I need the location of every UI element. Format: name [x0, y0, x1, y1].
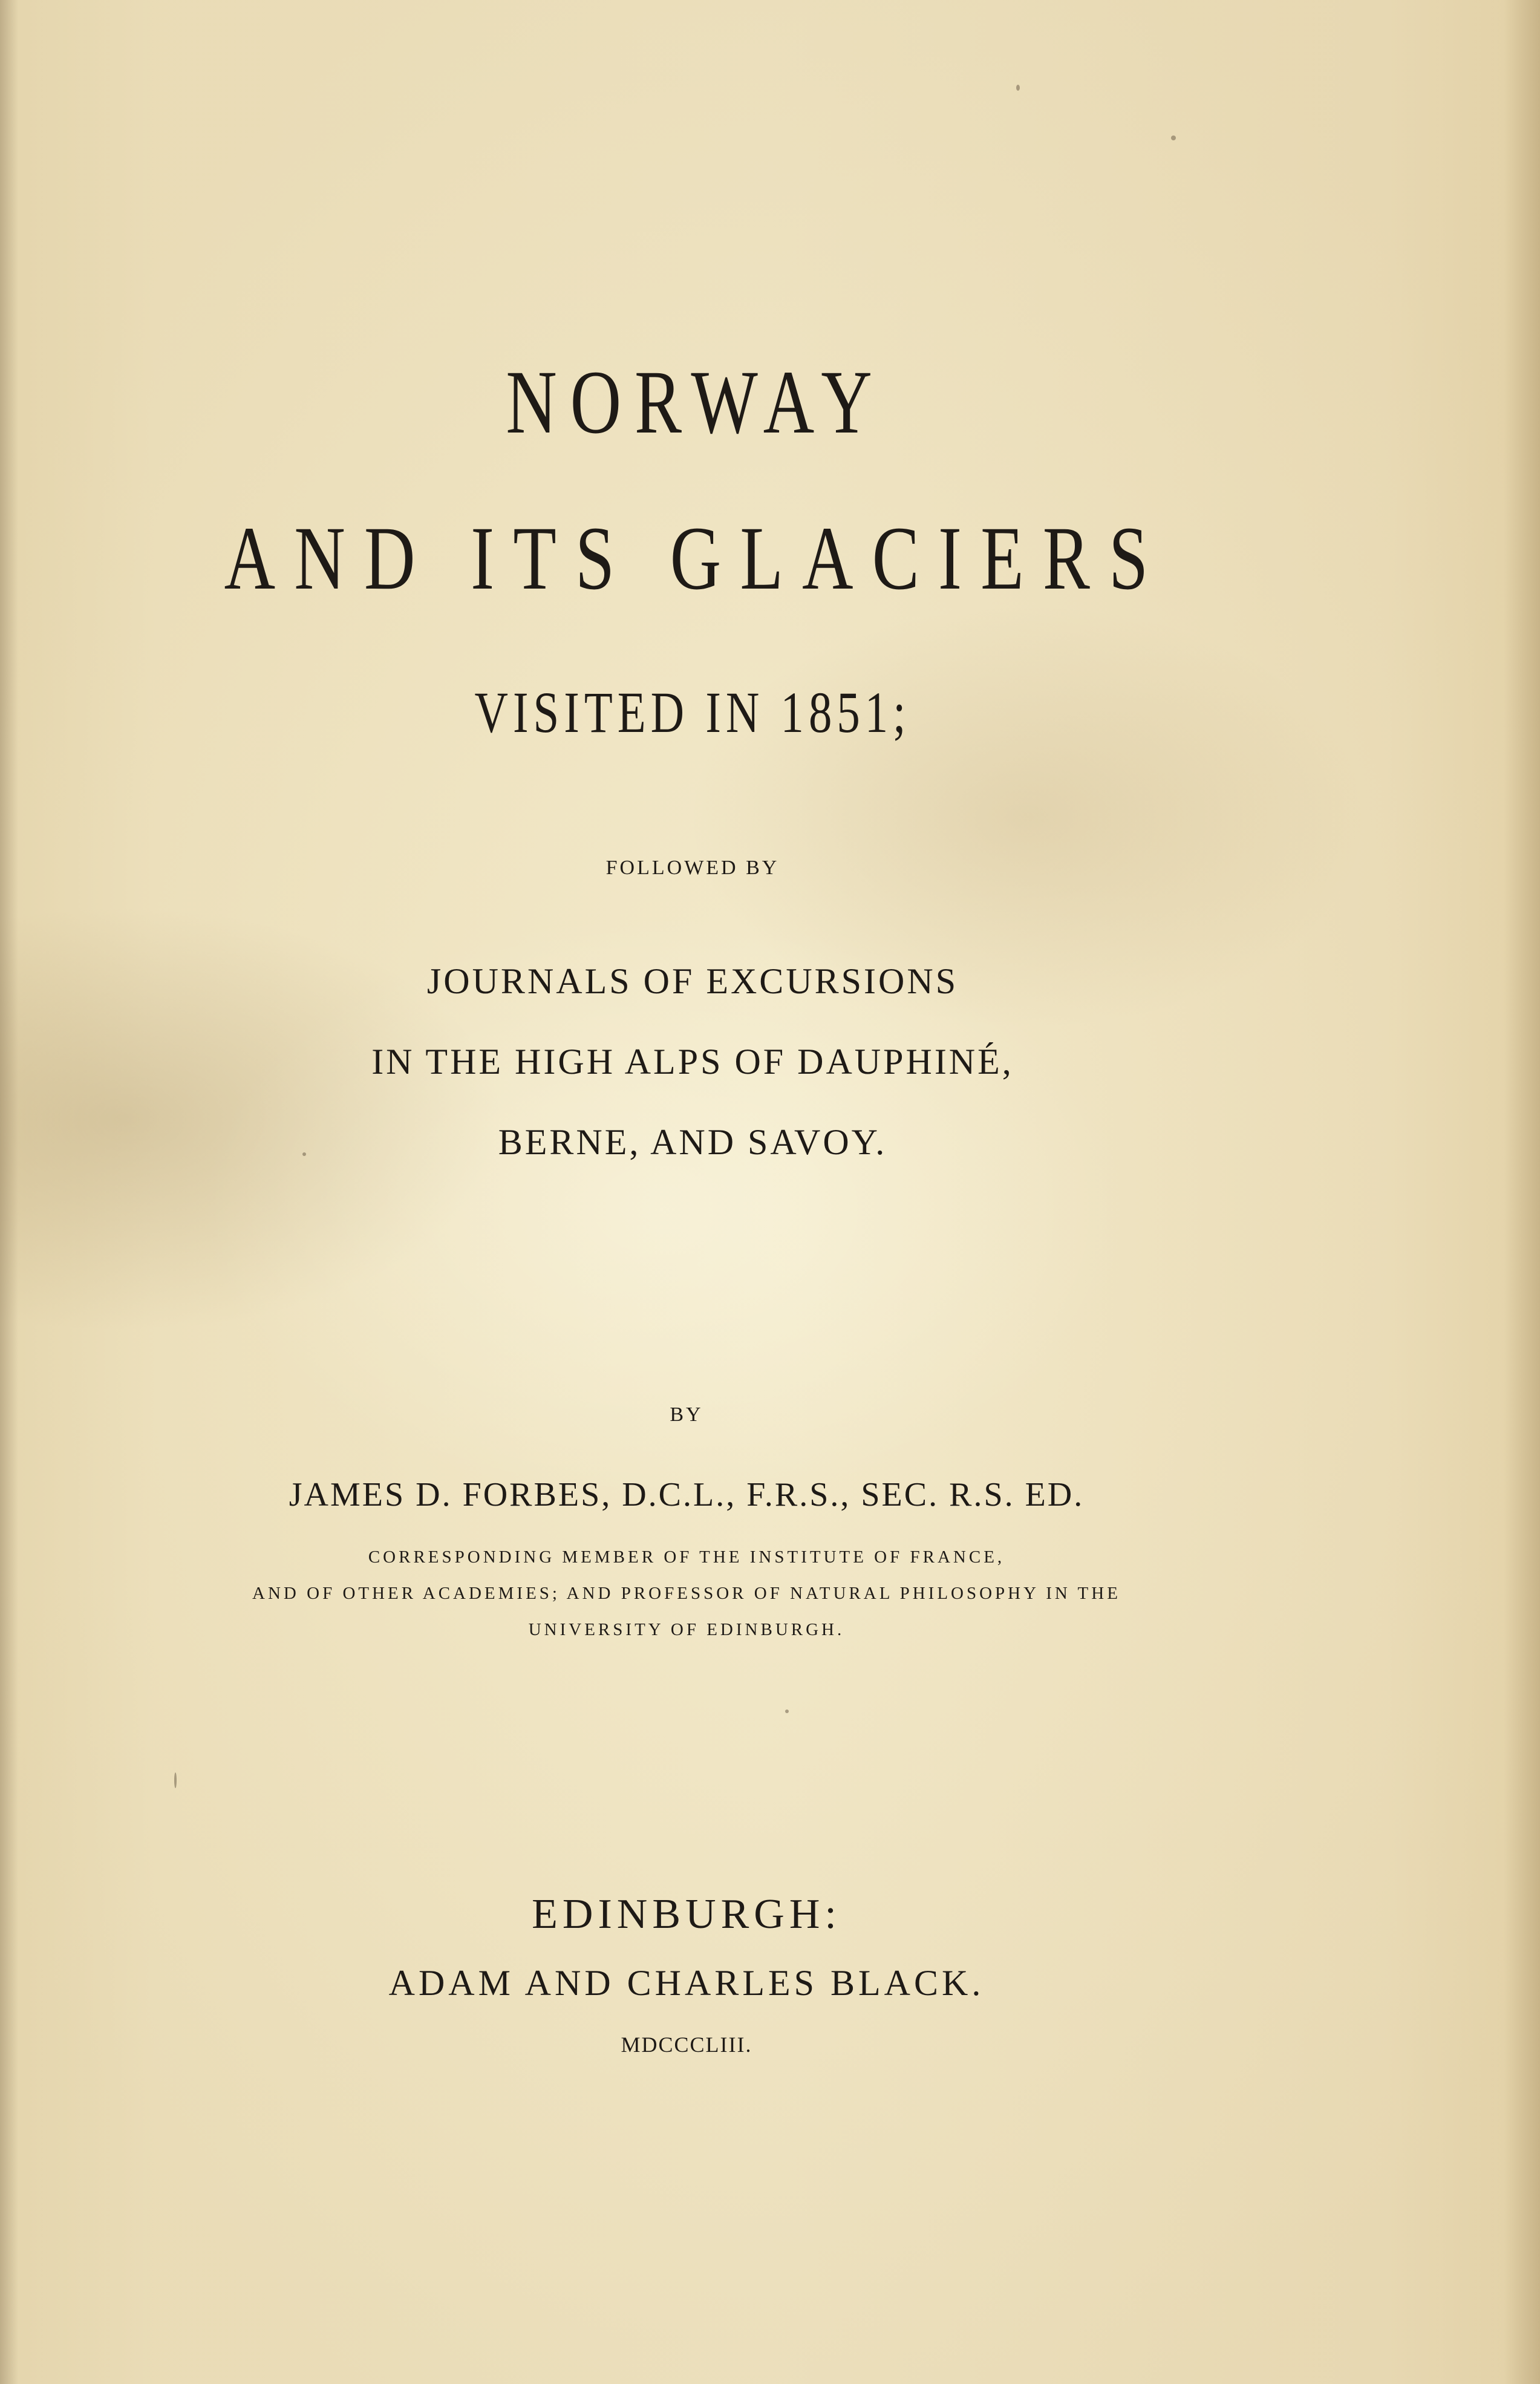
book-title-line-3: VISITED IN 1851; [474, 680, 911, 745]
paper-speck [785, 1710, 789, 1713]
subtitle-line: BERNE, AND SAVOY. [498, 1122, 887, 1162]
paper-speck [174, 1772, 177, 1788]
page-edge-right [1504, 0, 1540, 2384]
followed-by-label: FOLLOWED BY [605, 857, 780, 879]
book-title: NORWAY [506, 352, 886, 452]
imprint-publisher: ADAM AND CHARLES BLACK. [388, 1963, 985, 2003]
by-label: BY [670, 1403, 703, 1426]
subtitle-line: JOURNALS OF EXCURSIONS [426, 961, 959, 1001]
book-title-line-2: AND ITS GLACIERS [224, 508, 1167, 609]
imprint-city: EDINBURGH: [532, 1891, 841, 1938]
paper-speck [1171, 136, 1176, 140]
subtitle-line: IN THE HIGH ALPS OF DAUPHINÉ, [371, 1042, 1014, 1082]
author-credential-line: CORRESPONDING MEMBER OF THE INSTITUTE OF FRANCE, [368, 1547, 1005, 1567]
author-credential-line: UNIVERSITY OF EDINBURGH. [528, 1620, 845, 1639]
imprint-year: MDCCCLIII. [621, 2033, 752, 2057]
author-credential-line: AND OF OTHER ACADEMIES; AND PROFESSOR OF NATURAL PHILOSOPHY IN THE [252, 1584, 1121, 1603]
author-name: JAMES D. FORBES, D.C.L., F.R.S., SEC. R.S. ED. [289, 1476, 1085, 1514]
paper-speck [1016, 85, 1020, 91]
page-edge-left [0, 0, 18, 2384]
